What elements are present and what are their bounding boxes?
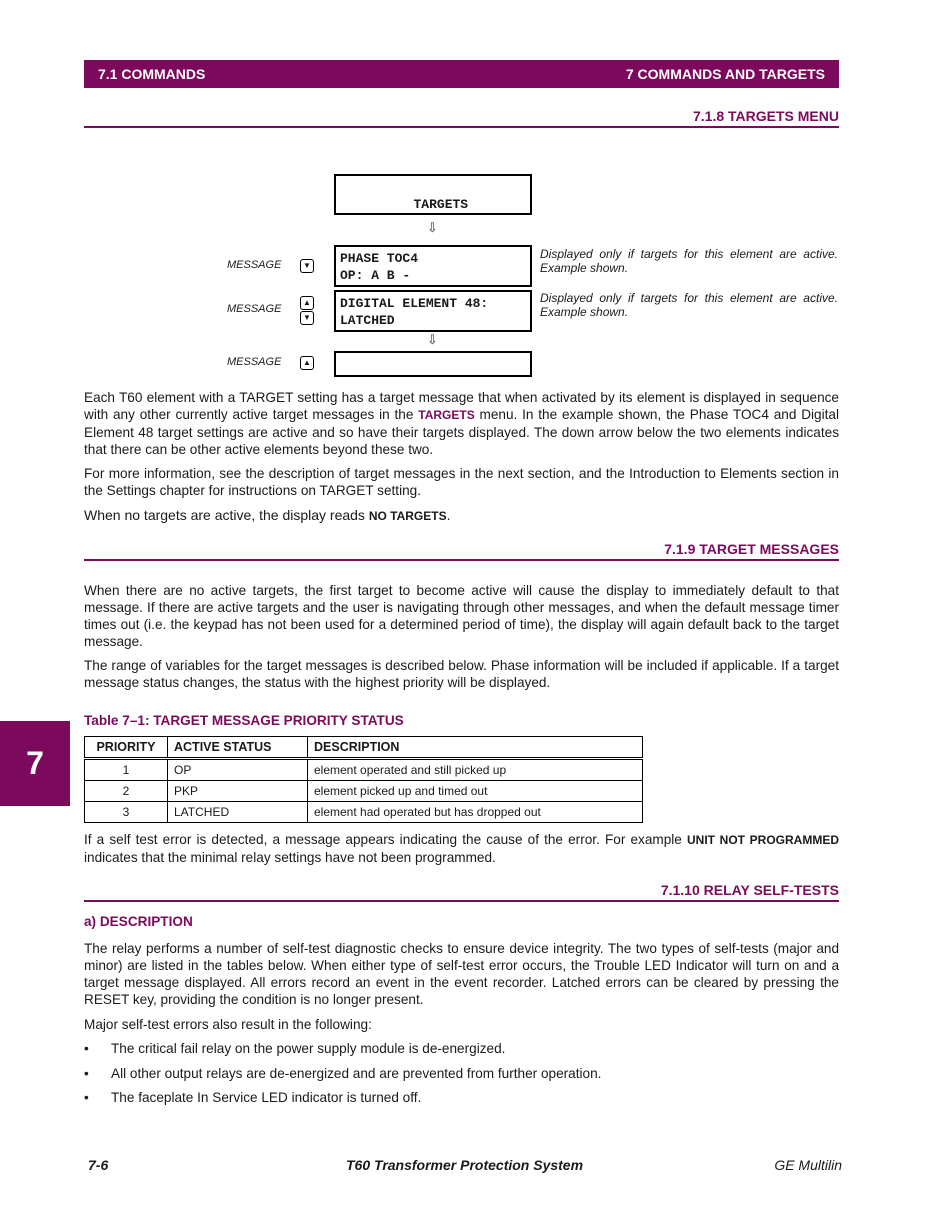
bullet-icon: • xyxy=(84,1041,89,1056)
footer-title: T60 Transformer Protection System xyxy=(346,1157,584,1173)
message-up-key-icon[interactable]: ▲ xyxy=(300,356,314,370)
cell-priority: 2 xyxy=(85,781,168,802)
col-active-status: ACTIVE STATUS xyxy=(168,737,308,759)
paragraph-no-targets xyxy=(84,507,839,525)
section-title-7-1-10: 7.1.10 RELAY SELF-TESTS xyxy=(660,882,839,898)
message-label: MESSAGE xyxy=(227,303,282,315)
section-rule xyxy=(84,559,839,561)
lcd-empty xyxy=(334,351,532,377)
p6-text-b: indicates that the minimal relay settings have not been programmed. xyxy=(84,850,496,865)
lcd-targets xyxy=(334,174,532,215)
list-item-text: All other output relays are de-energized and are prevented from further operation. xyxy=(111,1066,602,1081)
cell-description: element operated and still picked up xyxy=(308,759,643,781)
chapter-tab: 7 xyxy=(0,721,70,806)
down-arrow-icon: ⇩ xyxy=(427,220,438,235)
footer-page-number: 7-6 xyxy=(88,1157,109,1173)
paragraph-range: The range of variables for the target messages is described below. Phase information will be included if applicable. If a target message status changes, the status with the highest priority will be displayed. xyxy=(84,658,839,690)
paragraph-self-test-error xyxy=(84,831,839,866)
header-chapter: 7 COMMANDS AND TARGETS xyxy=(625,66,825,82)
section-title-7-1-8: 7.1.8 TARGETS MENU xyxy=(693,108,839,124)
note-lcd1: Displayed only if targets for this element are active. Example shown. xyxy=(540,247,838,275)
message-down-key-icon[interactable]: ▼ xyxy=(300,311,314,325)
header-bar xyxy=(84,60,839,88)
paragraph-major-errors: Major self-test errors also result in the following: xyxy=(84,1017,372,1032)
cell-priority: 3 xyxy=(85,802,168,823)
subheading-description: a) DESCRIPTION xyxy=(84,914,193,929)
list-item-text: The faceplate In Service LED indicator is turned off. xyxy=(111,1090,422,1105)
table-row xyxy=(85,802,643,823)
lcd-digital-element xyxy=(334,290,532,332)
p3-text-a: When no targets are active, the display reads xyxy=(84,507,369,523)
lcd-phase-toc4 xyxy=(334,245,532,287)
cell-status: OP xyxy=(168,759,308,781)
section-title-7-1-9: 7.1.9 TARGET MESSAGES xyxy=(664,541,839,557)
message-up-key-icon[interactable]: ▲ xyxy=(300,296,314,310)
p1-text-a: Each T60 element with a TARGET setting has a target message that when activated by its element is displayed in sequence with any other currently active target messages in the xyxy=(84,390,839,422)
col-description: DESCRIPTION xyxy=(308,737,643,759)
message-label: MESSAGE xyxy=(227,356,282,368)
table-row xyxy=(85,781,643,802)
no-targets-keyword: NO TARGETS xyxy=(368,509,447,523)
table-header-row xyxy=(85,737,643,759)
note-lcd2: Displayed only if targets for this element are active. Example shown. xyxy=(540,291,838,319)
cell-description: element picked up and timed out xyxy=(308,781,643,802)
table-caption: Table 7–1: TARGET MESSAGE PRIORITY STATUS xyxy=(84,713,404,728)
lcd2-line2: LATCHED xyxy=(340,313,395,328)
lcd1-line1: PHASE TOC4 xyxy=(340,251,419,266)
targets-keyword: TARGETS xyxy=(418,408,475,422)
priority-table xyxy=(84,736,643,823)
cell-status: LATCHED xyxy=(168,802,308,823)
p6-text-a: If a self test error is detected, a message appears indicating the cause of the error. For example xyxy=(84,832,687,847)
paragraph-target-default: When there are no active targets, the first target to become active will cause the display to immediately default to that message. If there are active targets and the user is navigating through other messages, and when the default message timer times out (i.e. the keypad has not been used for a determined period of time), the display will again default back to the target message. xyxy=(84,583,839,649)
paragraph-self-test-desc: The relay performs a number of self-test diagnostic checks to ensure device integrity. The two types of self-tests (major and minor) are listed in the tables below. When either type of self-test error occurs, the Trouble LED Indicator will turn on and a target message displayed. All errors record an event in the event recorder. Latched errors can be cleared by pressing the RESET key, providing the condition is no longer present. xyxy=(84,941,839,1007)
bullet-icon: • xyxy=(84,1090,89,1105)
lcd2-line1: DIGITAL ELEMENT 48: xyxy=(340,296,489,311)
cell-priority: 1 xyxy=(85,759,168,781)
message-label: MESSAGE xyxy=(227,259,282,271)
section-rule xyxy=(84,126,839,128)
lcd1-line2: OP: A B - xyxy=(340,268,411,283)
lcd-targets-title: TARGETS xyxy=(413,197,469,212)
table-row xyxy=(85,759,643,781)
bullet-icon: • xyxy=(84,1066,89,1081)
footer-company: GE Multilin xyxy=(774,1157,842,1173)
p3-text-b: . xyxy=(446,507,451,523)
down-arrow-icon: ⇩ xyxy=(427,332,438,347)
message-down-key-icon[interactable]: ▼ xyxy=(300,259,314,273)
unit-not-programmed-keyword: UNIT NOT PROGRAMMED xyxy=(686,833,839,847)
paragraph-targets-intro xyxy=(84,389,839,458)
priority-table-wrap xyxy=(84,736,643,823)
p1-text-b: menu. In the example shown, the Phase TOC4 and Digital Element 48 target settings are active and so have their targets displayed. The down arrow below the two elements indicates that there can be other active elements beyond these two. xyxy=(84,407,839,457)
col-priority: PRIORITY xyxy=(85,737,168,759)
cell-description: element had operated but has dropped out xyxy=(308,802,643,823)
cell-status: PKP xyxy=(168,781,308,802)
paragraph-more-info: For more information, see the description of target messages in the next section, and the Introduction to Elements section in the Settings chapter for instructions on TARGET setting. xyxy=(84,466,839,498)
list-item-text: The critical fail relay on the power supply module is de-energized. xyxy=(111,1041,506,1056)
section-rule xyxy=(84,900,839,902)
header-section: 7.1 COMMANDS xyxy=(98,66,206,82)
